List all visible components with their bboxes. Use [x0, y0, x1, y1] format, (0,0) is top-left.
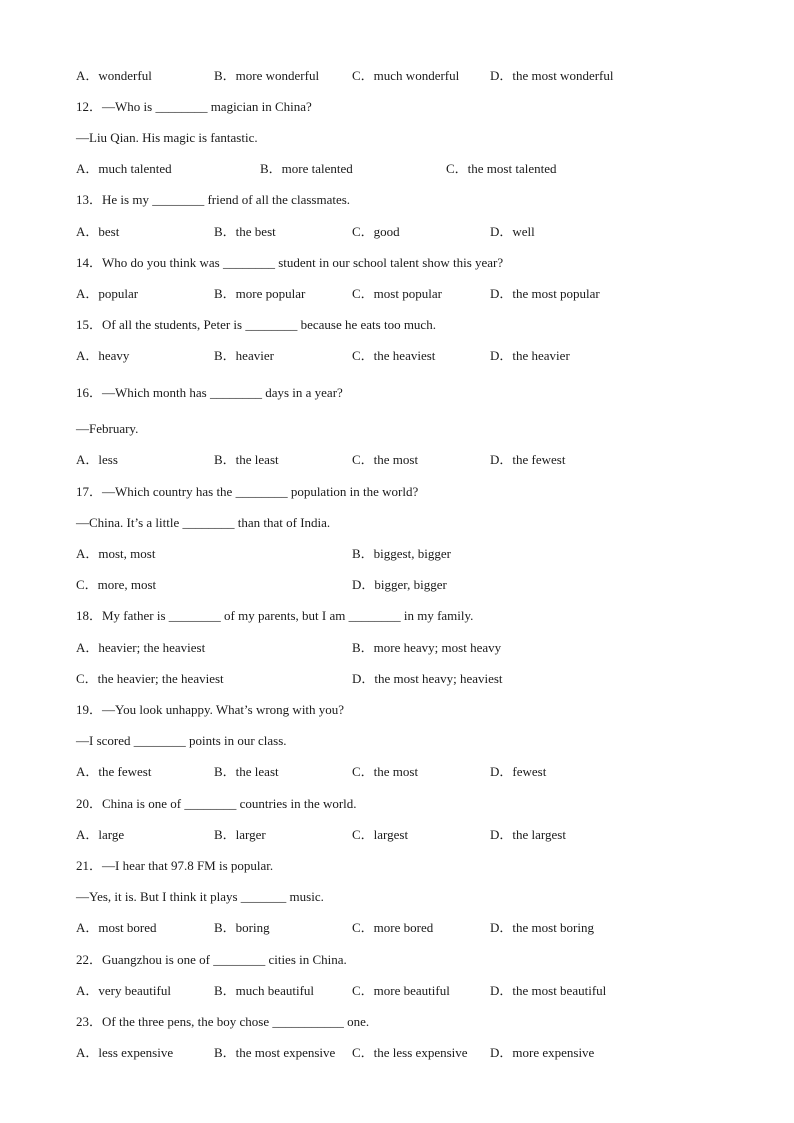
option-c: C．the most — [352, 452, 419, 467]
option-d: D．the most boring — [490, 920, 594, 935]
option-b: B．the least — [214, 452, 279, 467]
option-c: C．the less expensive — [352, 1045, 468, 1060]
option-c: C．largest — [352, 827, 409, 842]
question-stem-line: —February. — [76, 421, 139, 436]
option-c: C．good — [352, 224, 400, 239]
option-d: D．the fewest — [490, 452, 566, 467]
option-a: A．best — [76, 224, 120, 239]
question-stem: 18．My father is ________ of my parents, but I am ________ in my family. — [76, 608, 474, 623]
option-d: D．the most popular — [490, 286, 600, 301]
option-d: D．the most wonderful — [490, 68, 614, 83]
option-b: B．heavier — [214, 348, 274, 363]
option-a: A．wonderful — [76, 68, 152, 83]
question-stem: 12．—Who is ________ magician in China? — [76, 99, 312, 114]
option-c: C．the heavier; the heaviest — [76, 671, 224, 686]
question-stem: 22．Guangzhou is one of ________ cities in China. — [76, 952, 347, 967]
option-d: D．the most beautiful — [490, 983, 607, 998]
option-b: B．the least — [214, 764, 279, 779]
option-a: A．less — [76, 452, 118, 467]
question-stem: 13．He is my ________ friend of all the classmates. — [76, 192, 351, 207]
option-c: C．the most talented — [446, 161, 557, 176]
option-a: A．heavy — [76, 348, 130, 363]
option-c: C．most popular — [352, 286, 442, 301]
option-a: A．very beautiful — [76, 983, 171, 998]
option-d: D．bigger, bigger — [352, 577, 447, 592]
question-stem: 23．Of the three pens, the boy chose ___________ one. — [76, 1014, 370, 1029]
option-c: C．more bored — [352, 920, 434, 935]
option-d: D．well — [490, 224, 535, 239]
option-d: D．the largest — [490, 827, 566, 842]
question-stem: 19．—You look unhappy. What’s wrong with you? — [76, 702, 345, 717]
question-stem: 16．—Which month has ________ days in a year? — [76, 385, 343, 400]
option-c: C．more beautiful — [352, 983, 450, 998]
option-d: D．more expensive — [490, 1045, 595, 1060]
question-stem-line: —I scored ________ points in our class. — [76, 733, 287, 748]
option-b: B．more wonderful — [214, 68, 320, 83]
option-b: B．the most expensive — [214, 1045, 336, 1060]
option-b: B．more heavy; most heavy — [352, 640, 502, 655]
question-stem: 17．—Which country has the ________ population in the world? — [76, 484, 419, 499]
question-stem-line: —Yes, it is. But I think it plays _______ music. — [76, 889, 324, 904]
option-a: A．most, most — [76, 546, 156, 561]
option-b: B．boring — [214, 920, 270, 935]
option-c: C．much wonderful — [352, 68, 460, 83]
option-c: C．the heaviest — [352, 348, 436, 363]
question-stem-line: —China. It’s a little ________ than that of India. — [76, 515, 331, 530]
question-stem: 14．Who do you think was ________ student in our school talent show this year? — [76, 255, 504, 270]
option-c: C．more, most — [76, 577, 157, 592]
option-d: D．fewest — [490, 764, 547, 779]
option-b: B．more popular — [214, 286, 306, 301]
option-a: A．the fewest — [76, 764, 152, 779]
option-d: D．the most heavy; heaviest — [352, 671, 503, 686]
question-stem: 21．—I hear that 97.8 FM is popular. — [76, 858, 274, 873]
option-b: B．biggest, bigger — [352, 546, 451, 561]
question-stem-line: —Liu Qian. His magic is fantastic. — [76, 130, 258, 145]
question-stem: 15．Of all the students, Peter is ________ because he eats too much. — [76, 317, 436, 332]
option-a: A．large — [76, 827, 125, 842]
option-c: C．the most — [352, 764, 419, 779]
option-a: A．heavier; the heaviest — [76, 640, 206, 655]
option-a: A．less expensive — [76, 1045, 174, 1060]
option-a: A．popular — [76, 286, 139, 301]
option-a: A．much talented — [76, 161, 172, 176]
option-d: D．the heavier — [490, 348, 570, 363]
question-stem: 20．China is one of ________ countries in the world. — [76, 796, 357, 811]
option-b: B．more talented — [260, 161, 353, 176]
option-b: B．larger — [214, 827, 266, 842]
option-b: B．much beautiful — [214, 983, 315, 998]
option-a: A．most bored — [76, 920, 157, 935]
option-b: B．the best — [214, 224, 276, 239]
